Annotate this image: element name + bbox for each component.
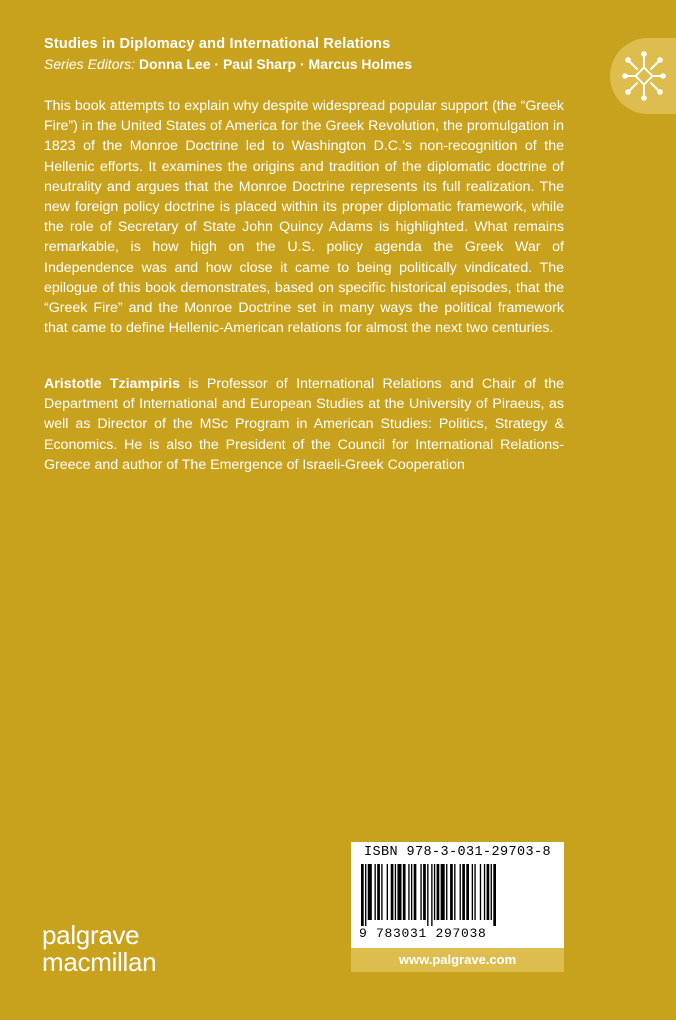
barcode-bar xyxy=(397,864,401,920)
barcode-bar xyxy=(462,864,465,920)
barcode-bar xyxy=(454,864,455,920)
network-node-icon xyxy=(622,51,666,101)
barcode-bar xyxy=(437,864,440,920)
barcode-bar xyxy=(466,864,469,920)
barcode-bar xyxy=(387,864,388,920)
barcode-bar xyxy=(420,864,421,920)
barcode-bar xyxy=(361,864,364,926)
barcode-bar xyxy=(391,864,394,920)
barcode-bar xyxy=(474,864,475,920)
barcode-bar xyxy=(411,864,412,920)
barcode-bar xyxy=(487,864,490,920)
barcode-bar xyxy=(460,864,461,920)
barcode-bar xyxy=(427,864,428,926)
book-description: This book attempts to explain why despite widespread popular support (the “Greek Fire”) in the United States of America for the Greek Revolution, the promulgation in 1823 of the Monroe Doctrine led to Washington D.C.’s non-recognition of the Hellenic efforts. It examines the origins and tradition of the diplomatic doctrine of neutrality and argues that the Monroe Doctrine represents its full realization. The new foreign policy doctrine is placed within its proper diplomatic framework, while the role of Secretary of State John Quincy Adams is highlighted. What remains remarkable, is how high on the U.S. policy agenda the Greek War of Independence was and how close it came to being politically vindicated. The epilogue of this book demonstrates, based on specific historical episodes, that the “Greek Fire” and the Monroe Doctrine set in many ways the political framework that came to define Hellenic-American relations for almost the next two centuries. xyxy=(44,98,564,337)
barcode-bar xyxy=(480,864,481,920)
publisher-logo-line2: macmillan xyxy=(42,947,157,977)
barcode-bar xyxy=(441,864,445,920)
barcode-bar xyxy=(450,864,453,920)
barcode-bar xyxy=(434,864,435,920)
isbn-barcode xyxy=(351,842,564,948)
barcode-bar xyxy=(431,864,432,926)
barcode-bar xyxy=(472,864,473,920)
barcode-bar xyxy=(375,864,376,920)
author-bio-text: is Professor of International Relations and Chair of the Department of International and European Studies at the University of Piraeus, as well as Director of the MSc Program in American Studies: Politics, Strategy & Economics. He is also the President of the Council for International Relations-Greece and author of The Emergence of Israeli-Greek Cooperation xyxy=(44,376,564,473)
author-bio xyxy=(44,374,564,475)
series-editors-label: Series Editors: xyxy=(44,56,136,72)
barcode-bar xyxy=(446,864,447,920)
barcode-bar xyxy=(365,864,366,926)
barcode-bar xyxy=(493,864,496,926)
publisher-logo xyxy=(42,922,156,976)
series-title: Studies in Diplomacy and International Relations xyxy=(44,36,391,52)
series-editors xyxy=(44,56,412,72)
barcode-bars xyxy=(361,864,555,926)
barcode-bar xyxy=(395,864,396,920)
isbn-label: ISBN 978-3-031-29703-8 xyxy=(363,845,552,860)
series-logo-badge xyxy=(610,38,676,114)
barcode-bar xyxy=(377,864,380,920)
publisher-logo-line1: palgrave xyxy=(42,920,140,950)
author-name: Aristotle Tziampiris xyxy=(44,376,181,392)
series-editors-names: Donna Lee · Paul Sharp · Marcus Holmes xyxy=(138,56,412,72)
barcode-bar xyxy=(408,864,409,920)
publisher-website[interactable]: www.palgrave.com xyxy=(351,948,564,972)
barcode-bar xyxy=(368,864,372,920)
barcode-bar xyxy=(414,864,417,920)
barcode-bar xyxy=(423,864,426,920)
barcode-bar xyxy=(381,864,382,920)
barcode-bar xyxy=(403,864,406,920)
barcode-bar xyxy=(491,864,492,920)
isbn-digits: 9 783031 297038 xyxy=(359,926,487,941)
barcode-bar xyxy=(484,864,485,920)
